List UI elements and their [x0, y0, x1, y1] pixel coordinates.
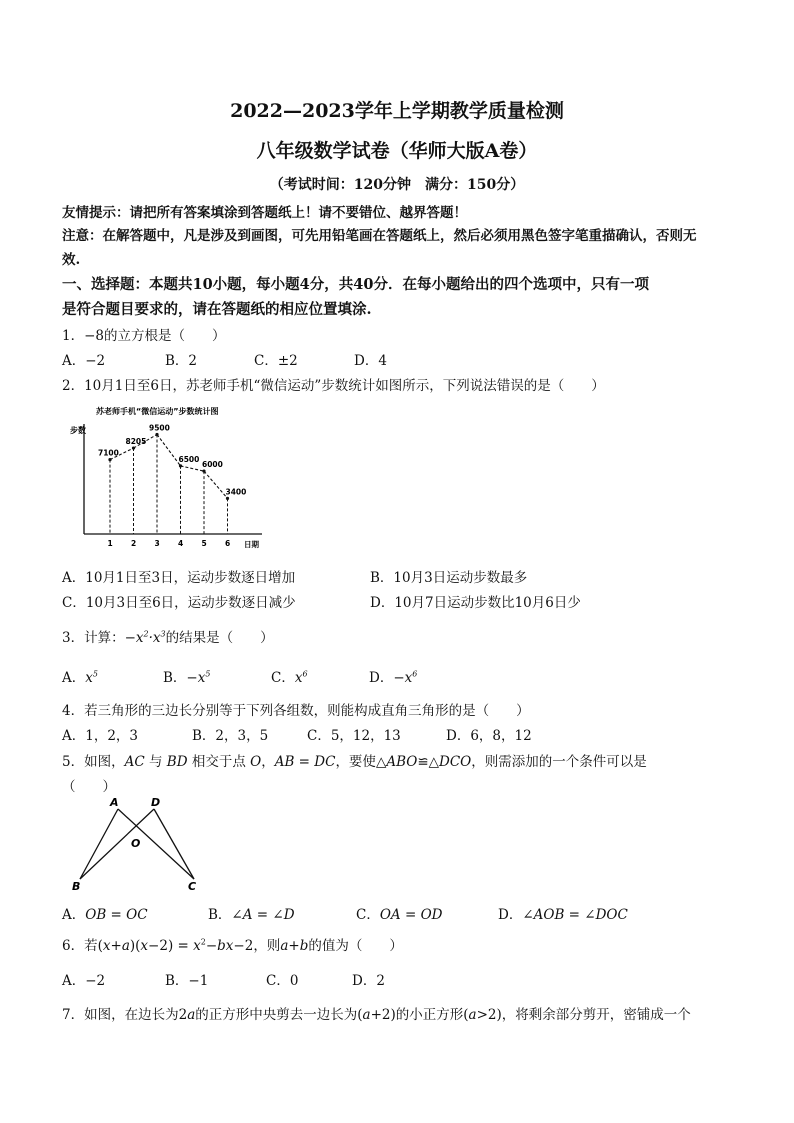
- x-tick-label-3: 3: [154, 539, 160, 548]
- q6-option-a: A．−2: [62, 973, 106, 989]
- data-point-3: [155, 433, 158, 436]
- x-tick-label-5: 5: [201, 539, 207, 548]
- q7-stem: 7．如图，在边长为2a的正方形中央剪去一边长为(a+2)的小正方形(a>2)，将剩余部分剪开，密铺成一个: [62, 1007, 691, 1023]
- q2-stem: 2．10月1日至6日，苏老师手机“微信运动”步数统计如图所示，下列说法错误的是（ ）: [62, 378, 605, 394]
- value-label-5: 6000: [202, 460, 223, 470]
- notice-line-2: 效.: [62, 252, 81, 268]
- q1-option-b: B．2: [165, 353, 198, 369]
- q4-option-b: B．2，3，5: [192, 728, 269, 744]
- q6-option-d: D．2: [352, 973, 385, 989]
- q3-option-a: A．$x^5$: [62, 669, 98, 686]
- data-point-5: [202, 470, 205, 473]
- series-segment-4: [181, 466, 205, 471]
- point-b-label: B: [72, 880, 81, 893]
- q5-figure: [70, 795, 210, 895]
- exam-time-info: （考试时间：120分钟 满分：150分）: [269, 177, 525, 193]
- q3-expression: $-x^2\cdot x^3$: [124, 629, 166, 646]
- series-segment-5: [204, 471, 228, 498]
- q5-option-a: A．OB = OC: [62, 907, 148, 923]
- series-segment-3: [157, 434, 181, 465]
- q5-option-d: D．∠AOB = ∠DOC: [498, 907, 628, 923]
- q3-stem-post: 的结果是（ ）: [165, 630, 274, 646]
- q1-option-c: C．±2: [254, 353, 298, 369]
- value-label-6: 3400: [225, 487, 247, 497]
- q2-option-c: C．10月3日至6日，运动步数逐日减少: [62, 595, 296, 611]
- q5-stem-line-2: （ ）: [62, 779, 116, 795]
- data-point-1: [108, 458, 111, 461]
- chart-title: 苏老师手机“微信运动”步数统计图: [96, 407, 219, 416]
- data-point-6: [226, 497, 229, 500]
- q6-option-c: C．0: [266, 973, 299, 989]
- notice-line-1: 注意：在解答题中，凡是涉及到画图，可先用铅笔画在答题纸上，然后必须用黑色签字笔重描确认，否则无: [62, 228, 697, 244]
- x-tick-label-4: 4: [178, 539, 184, 548]
- x-tick-label-2: 2: [131, 539, 137, 548]
- tip-text: 友情提示：请把所有答案填涂到答题纸上！请不要错位、越界答题！: [62, 205, 467, 221]
- q4-option-c: C．5，12，13: [307, 728, 401, 744]
- x-tick-label-1: 1: [107, 539, 113, 548]
- point-o-label: O: [131, 837, 141, 850]
- q3-stem-pre: 3．计算：: [62, 630, 125, 646]
- q2-option-d: D．10月7日运动步数比10月6日少: [370, 595, 581, 611]
- q4-option-d: D．6，8，12: [446, 728, 532, 744]
- q3-option-c: C．$x^6$: [271, 669, 308, 686]
- value-label-3: 9500: [149, 423, 170, 433]
- q6-stem: 6．若$(x+a)(x-2) = x^2-bx-2$，则a+b的值为（ ）: [62, 937, 403, 954]
- q6-option-b: B．−1: [165, 973, 209, 989]
- q5-option-c: C．OA = OD: [356, 907, 443, 923]
- exam-subtitle: 八年级数学试卷（华师大版A卷）: [256, 140, 538, 162]
- data-point-2: [132, 446, 135, 449]
- q3-stem: [62, 626, 274, 646]
- chart-xlabel: 日期: [244, 540, 259, 549]
- value-label-4: 6500: [178, 454, 200, 464]
- value-label-2: 8205: [125, 437, 147, 447]
- q5-option-b: B．∠A = ∠D: [208, 907, 295, 923]
- point-a-label: A: [110, 796, 119, 809]
- data-point-4: [179, 464, 182, 467]
- q1-option-d: D．4: [354, 353, 387, 369]
- exam-title: 2022—2023学年上学期教学质量检测: [230, 100, 564, 122]
- point-d-label: D: [151, 796, 161, 809]
- q3-option-b: B．$-x^5$: [163, 669, 211, 686]
- q4-option-a: A．1，2，3: [62, 728, 139, 744]
- section1-line-1: 一、选择题：本题共10小题，每小题4分，共40分．在每小题给出的四个选项中，只有一项: [62, 276, 649, 293]
- q2-option-b: B．10月3日运动步数最多: [370, 570, 528, 586]
- step-count-chart: [68, 400, 268, 550]
- q2-option-a: A．10月1日至3日，运动步数逐日增加: [62, 570, 296, 586]
- chart-ylabel: 步数: [70, 426, 86, 435]
- value-label-1: 7100: [98, 448, 119, 458]
- q4-stem: 4．若三角形的三边长分别等于下列各组数，则能构成直角三角形的是（ ）: [62, 703, 530, 719]
- q1-option-a: A．−2: [62, 353, 106, 369]
- section1-line-2: 是符合题目要求的，请在答题纸的相应位置填涂.: [62, 301, 372, 318]
- q5-stem: 5．如图，AC 与 BD 相交于点 O，AB = DC，要使△ABO≌△DCO，则需添加的一个条件可以是: [62, 754, 647, 770]
- q3-option-d: D．$-x^6$: [369, 669, 418, 686]
- q1-stem: 1．−8的立方根是（ ）: [62, 328, 226, 344]
- x-tick-label-6: 6: [225, 539, 231, 548]
- point-c-label: C: [188, 880, 197, 893]
